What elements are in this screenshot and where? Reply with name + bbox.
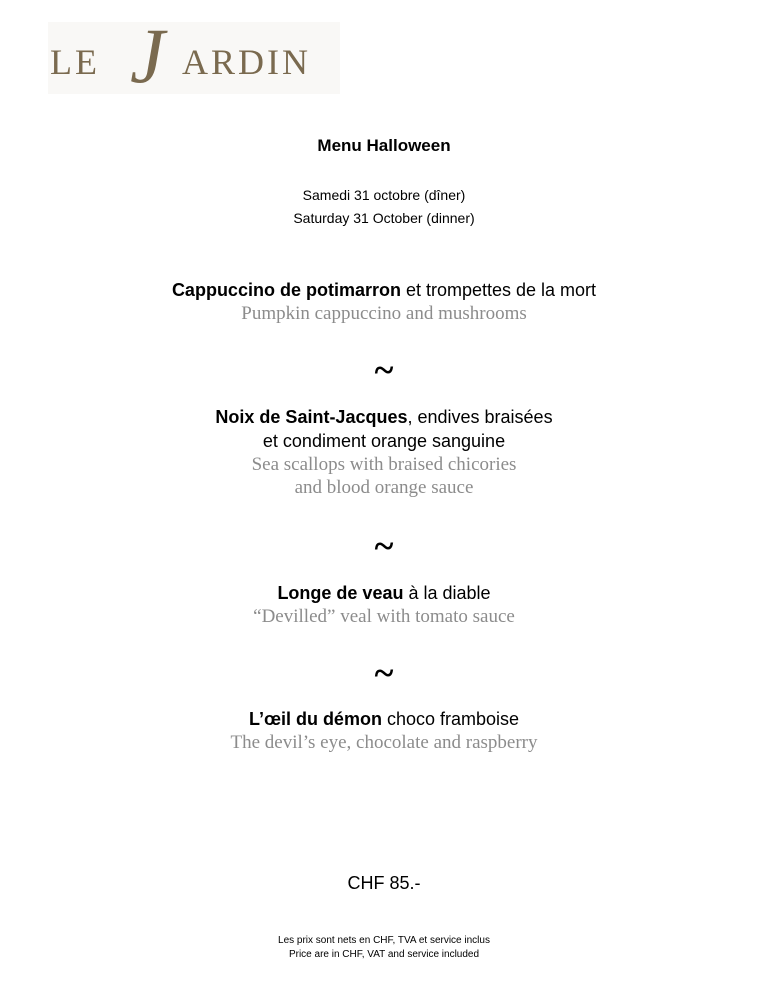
course-english-line: Pumpkin cappuccino and mushrooms (241, 303, 527, 324)
course-french-name: L’œil du démon (248, 709, 382, 729)
course-french-line (0, 278, 768, 302)
course-main (0, 581, 768, 628)
footnote-english: Price are in CHF, VAT and service included (288, 949, 480, 960)
date-english: Saturday 31 October (dinner) (293, 210, 475, 226)
logo-text-right: ARDIN (182, 42, 311, 82)
course-french-name: Longe de veau (277, 583, 404, 603)
course-french-line (0, 707, 768, 731)
course-english-line-2: and blood orange sauce (294, 477, 474, 498)
menu-title: Menu Halloween (317, 136, 451, 155)
course-french-line (0, 405, 768, 429)
course-french-line (0, 581, 768, 605)
course-separator: ~ (374, 653, 394, 693)
logo-script-letter: J (130, 22, 165, 94)
course-starter (0, 278, 768, 325)
course-french-line-2: et condiment orange sanguine (262, 431, 506, 451)
logo-text-left: LE (50, 42, 100, 82)
course-french-detail: choco framboise (381, 709, 520, 729)
restaurant-logo (48, 22, 340, 94)
course-french-detail: , endives braisées (407, 407, 553, 427)
footnote-french: Les prix sont nets en CHF, TVA et service inclus (278, 935, 490, 946)
logo-svg (48, 22, 340, 94)
course-english-line: Sea scallops with braised chicories (251, 454, 517, 475)
course-english-line: The devil’s eye, chocolate and raspberry (230, 732, 538, 753)
course-separator: ~ (374, 350, 394, 390)
date-french: Samedi 31 octobre (dîner) (302, 187, 466, 203)
course-french-name: Cappuccino de potimarron (171, 280, 401, 300)
course-french-detail: à la diable (403, 583, 491, 603)
course-french-name: Noix de Saint-Jacques (215, 407, 408, 427)
course-dessert (0, 707, 768, 754)
menu-price: CHF 85.- (347, 873, 421, 893)
course-english-line: “Devilled” veal with tomato sauce (253, 606, 515, 627)
course-separator: ~ (374, 526, 394, 566)
course-fish (0, 405, 768, 499)
course-french-detail: et trompettes de la mort (400, 280, 597, 300)
